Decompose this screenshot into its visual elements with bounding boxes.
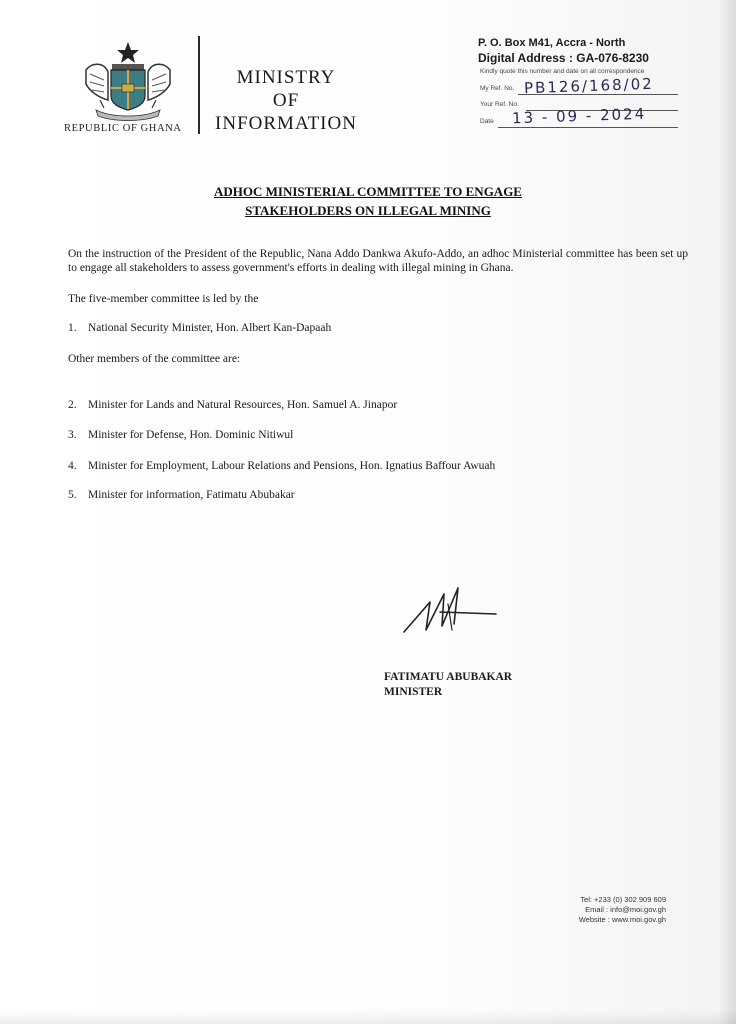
digital-address: Digital Address : GA-076-8230 — [478, 51, 649, 65]
date-label: Date — [480, 118, 494, 125]
list-item — [68, 460, 495, 472]
po-box: P. O. Box M41, Accra - North — [478, 37, 626, 49]
list-item-text: Minister for Lands and Natural Resources, Hon. Samuel A. Jinapor — [88, 399, 398, 411]
list-item-number: 2. — [68, 399, 77, 411]
list-item — [68, 399, 397, 411]
page-bottom-shadow — [0, 1010, 736, 1024]
title-line-1: ADHOC MINISTERIAL COMMITTEE TO ENGAGE — [214, 184, 522, 199]
page-title — [0, 182, 736, 220]
list-item-text: Minister for Employment, Labour Relations and Pensions, Hon. Ignatius Baffour Awuah — [88, 460, 496, 472]
list-item-text: National Security Minister, Hon. Albert Kan-Dapaah — [88, 322, 332, 334]
ministry-line-1: MINISTRY — [236, 67, 336, 88]
list-item-number: 3. — [68, 429, 77, 441]
contact-website: Website : www.moi.gov.gh — [578, 915, 666, 924]
list-item-text: Minister for Defense, Hon. Dominic Nitiwul — [88, 429, 294, 441]
led-by-text: The five-member committee is led by the — [68, 293, 259, 305]
kindly-quote-note: Kindly quote this number and date on all correspondence — [480, 68, 645, 75]
list-item-number: 1. — [68, 322, 77, 334]
list-item-number: 5. — [68, 489, 77, 501]
my-ref-value: PB126/168/02 — [523, 74, 655, 98]
ministry-line-2: OF — [272, 90, 300, 111]
your-ref-label: Your Ref. No. — [480, 101, 519, 108]
list-item — [68, 322, 331, 334]
list-item-text: Minister for information, Fatimatu Abubakar — [88, 489, 295, 501]
list-item — [68, 429, 293, 441]
other-members-text: Other members of the committee are: — [68, 353, 241, 365]
list-item — [68, 489, 295, 501]
ministry-line-3: INFORMATION — [215, 113, 357, 134]
page-edge-shadow — [718, 0, 736, 1024]
contact-block — [579, 895, 666, 925]
my-ref-label: My Ref. No. — [480, 85, 515, 92]
ghana-coat-of-arms-icon — [78, 40, 178, 122]
signer-name: FATIMATU ABUBAKAR — [384, 671, 513, 683]
contact-tel: Tel: +233 (0) 302 909 609 — [580, 895, 666, 904]
date-value: 13 - 09 - 2024 — [511, 104, 647, 128]
contact-email: Email : info@moi.gov.gh — [585, 905, 666, 914]
date-line — [498, 127, 678, 128]
republic-of-ghana-label: REPUBLIC OF GHANA — [64, 123, 182, 134]
signer-block — [384, 670, 512, 700]
title-line-2: STAKEHOLDERS ON ILLEGAL MINING — [245, 203, 491, 218]
ministry-name — [206, 66, 366, 135]
header-divider — [198, 36, 200, 134]
list-item-number: 4. — [68, 460, 77, 472]
signer-role: MINISTER — [384, 686, 443, 698]
handwritten-signature-icon — [400, 584, 500, 644]
address-block — [478, 36, 649, 66]
intro-paragraph: On the instruction of the President of the Republic, Nana Addo Dankwa Akufo-Addo, an adhoc Ministerial committee has been set up to engage all stakeholders to assess government's efforts in dealing with illegal mining in Ghana. — [68, 248, 688, 274]
